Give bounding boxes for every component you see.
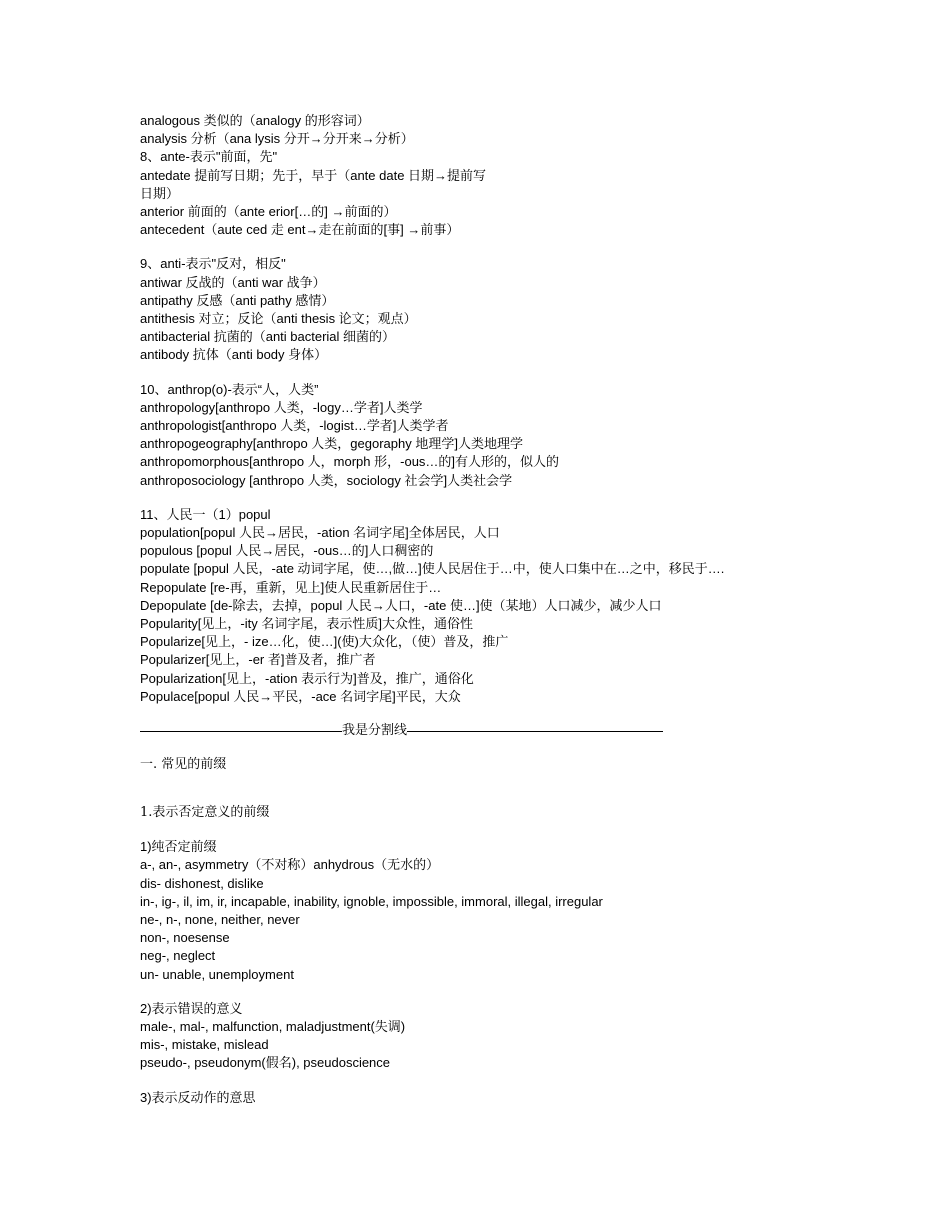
divider-text: 我是分割线	[342, 723, 408, 739]
text-line: neg-, neglect	[140, 948, 216, 964]
divider-line	[140, 722, 780, 740]
text-line: Popularizer[见上，-er 者]普及者，推广者	[140, 652, 376, 668]
text-line: Repopulate [re-再，重新，见上]使人民重新居住于…	[140, 579, 442, 595]
text-line: anterior 前面的（ante erior[…的] →前面的）	[140, 204, 397, 220]
spacer	[140, 984, 780, 1000]
text-line: 10、anthrop(o)-表示“人，人类”	[140, 381, 319, 397]
text-line: population[popul 人民→居民，-ation 名词字尾]全体居民，人口	[140, 525, 500, 541]
spacer	[140, 365, 780, 381]
spacer	[140, 740, 780, 756]
text-line: non-, noesense	[140, 930, 230, 946]
text-line: Popularity[见上，-ity 名词字尾，表示性质]大众性，通俗性	[140, 616, 473, 632]
prefix-list-negation	[140, 838, 780, 984]
spacer	[140, 774, 780, 804]
text-line: Depopulate [de-除去，去掉，popul 人民→人口，-ate 使…]使（某地）人口减少，减少人口	[140, 597, 662, 613]
text-line: Popularize[见上，- ize…化，使…](使)大众化，（使）普及，推广	[140, 634, 509, 650]
text-line: anthroposociology [anthropo 人类，sociology 社会学]人类社会学	[140, 472, 513, 488]
document-content	[140, 112, 780, 1107]
text-line: anthropogeography[anthropo 人类，gegoraphy 地理学]人类地理学	[140, 436, 523, 452]
text-line: antedate 提前写日期；先于，早于（ante date 日期→提前写	[140, 167, 487, 183]
text-line: antipathy 反感（anti pathy 感情）	[140, 292, 335, 308]
text-line: 2)表示错误的意义	[140, 1000, 243, 1016]
text-line: anthropomorphous[anthropo 人，morph 形，-ous…的]有人形的，似人的	[140, 454, 560, 470]
spacer	[140, 1073, 780, 1089]
text-line: antecedent（aute ced 走 ent→走在前面的[事] →前事）	[140, 222, 460, 238]
text-line: 1)纯否定前缀	[140, 839, 217, 855]
text-line: 3)表示反动作的意思	[140, 1089, 256, 1105]
text-line: a-, an-, asymmetry（不对称）anhydrous（无水的）	[140, 857, 440, 873]
text-line: analysis 分析（ana lysis 分开→分开来→分析）	[140, 131, 414, 147]
text-line: Populace[popul 人民→平民，-ace 名词字尾]平民，大众	[140, 688, 461, 704]
text-line: male-, mal-, malfunction, maladjustment(失调)	[140, 1018, 406, 1034]
text-line: antibacterial 抗菌的（anti bacterial 细菌的）	[140, 329, 396, 345]
text-line: analogous 类似的（analogy 的形容词）	[140, 113, 370, 128]
entry-block-anthropo	[140, 381, 780, 490]
entry-block-anti	[140, 255, 780, 364]
text-line: populate [popul 人民，-ate 动词字尾，使…,做…]使人民居住于…中，使人口集中在…之中，移民于….	[140, 561, 725, 577]
spacer	[140, 706, 780, 722]
text-line: pseudo-, pseudonym(假名), pseudoscience	[140, 1055, 391, 1071]
text-line: mis-, mistake, mislead	[140, 1037, 269, 1053]
entry-block-popul	[140, 506, 780, 706]
text-line: 9、anti-表示"反对，相反"	[140, 256, 286, 272]
text-line: anthropologist[anthropo 人类，-logist…学者]人类学者	[140, 418, 449, 434]
spacer	[140, 490, 780, 506]
divider-rule-right	[407, 731, 663, 732]
spacer	[140, 239, 780, 255]
text-line: populous [popul 人民→居民，-ous…的]人口稠密的	[140, 543, 434, 559]
text-line: 日期）	[140, 185, 180, 201]
text-line: antibody 抗体（anti body 身体）	[140, 347, 328, 363]
divider-rule-left	[140, 731, 342, 732]
spacer	[140, 822, 780, 838]
subsection-title: 1.表示否定意义的前缀	[140, 805, 270, 821]
text-line: dis- dishonest, dislike	[140, 875, 264, 891]
text-line: ne-, n-, none, neither, never	[140, 911, 300, 927]
text-line: antithesis 对立；反论（anti thesis 论文；观点）	[140, 311, 417, 327]
text-line: Popularization[见上，-ation 表示行为]普及，推广，通俗化	[140, 670, 474, 686]
section-title: 一. 常见的前缀	[140, 757, 227, 773]
text-line: un- unable, unemployment	[140, 966, 294, 982]
text-line: 8、ante-表示"前面，先"	[140, 149, 278, 165]
text-line: anthropology[anthropo 人类，-logy…学者]人类学	[140, 399, 423, 415]
entry-block-analogous	[140, 112, 780, 239]
text-line: antiwar 反战的（anti war 战争）	[140, 274, 326, 290]
prefix-list-error	[140, 1000, 780, 1073]
text-line: in-, ig-, il, im, ir, incapable, inability, ignoble, impossible, immoral, illegal, irregular	[140, 893, 603, 909]
text-line: 11、人民一（1）popul	[140, 506, 271, 522]
